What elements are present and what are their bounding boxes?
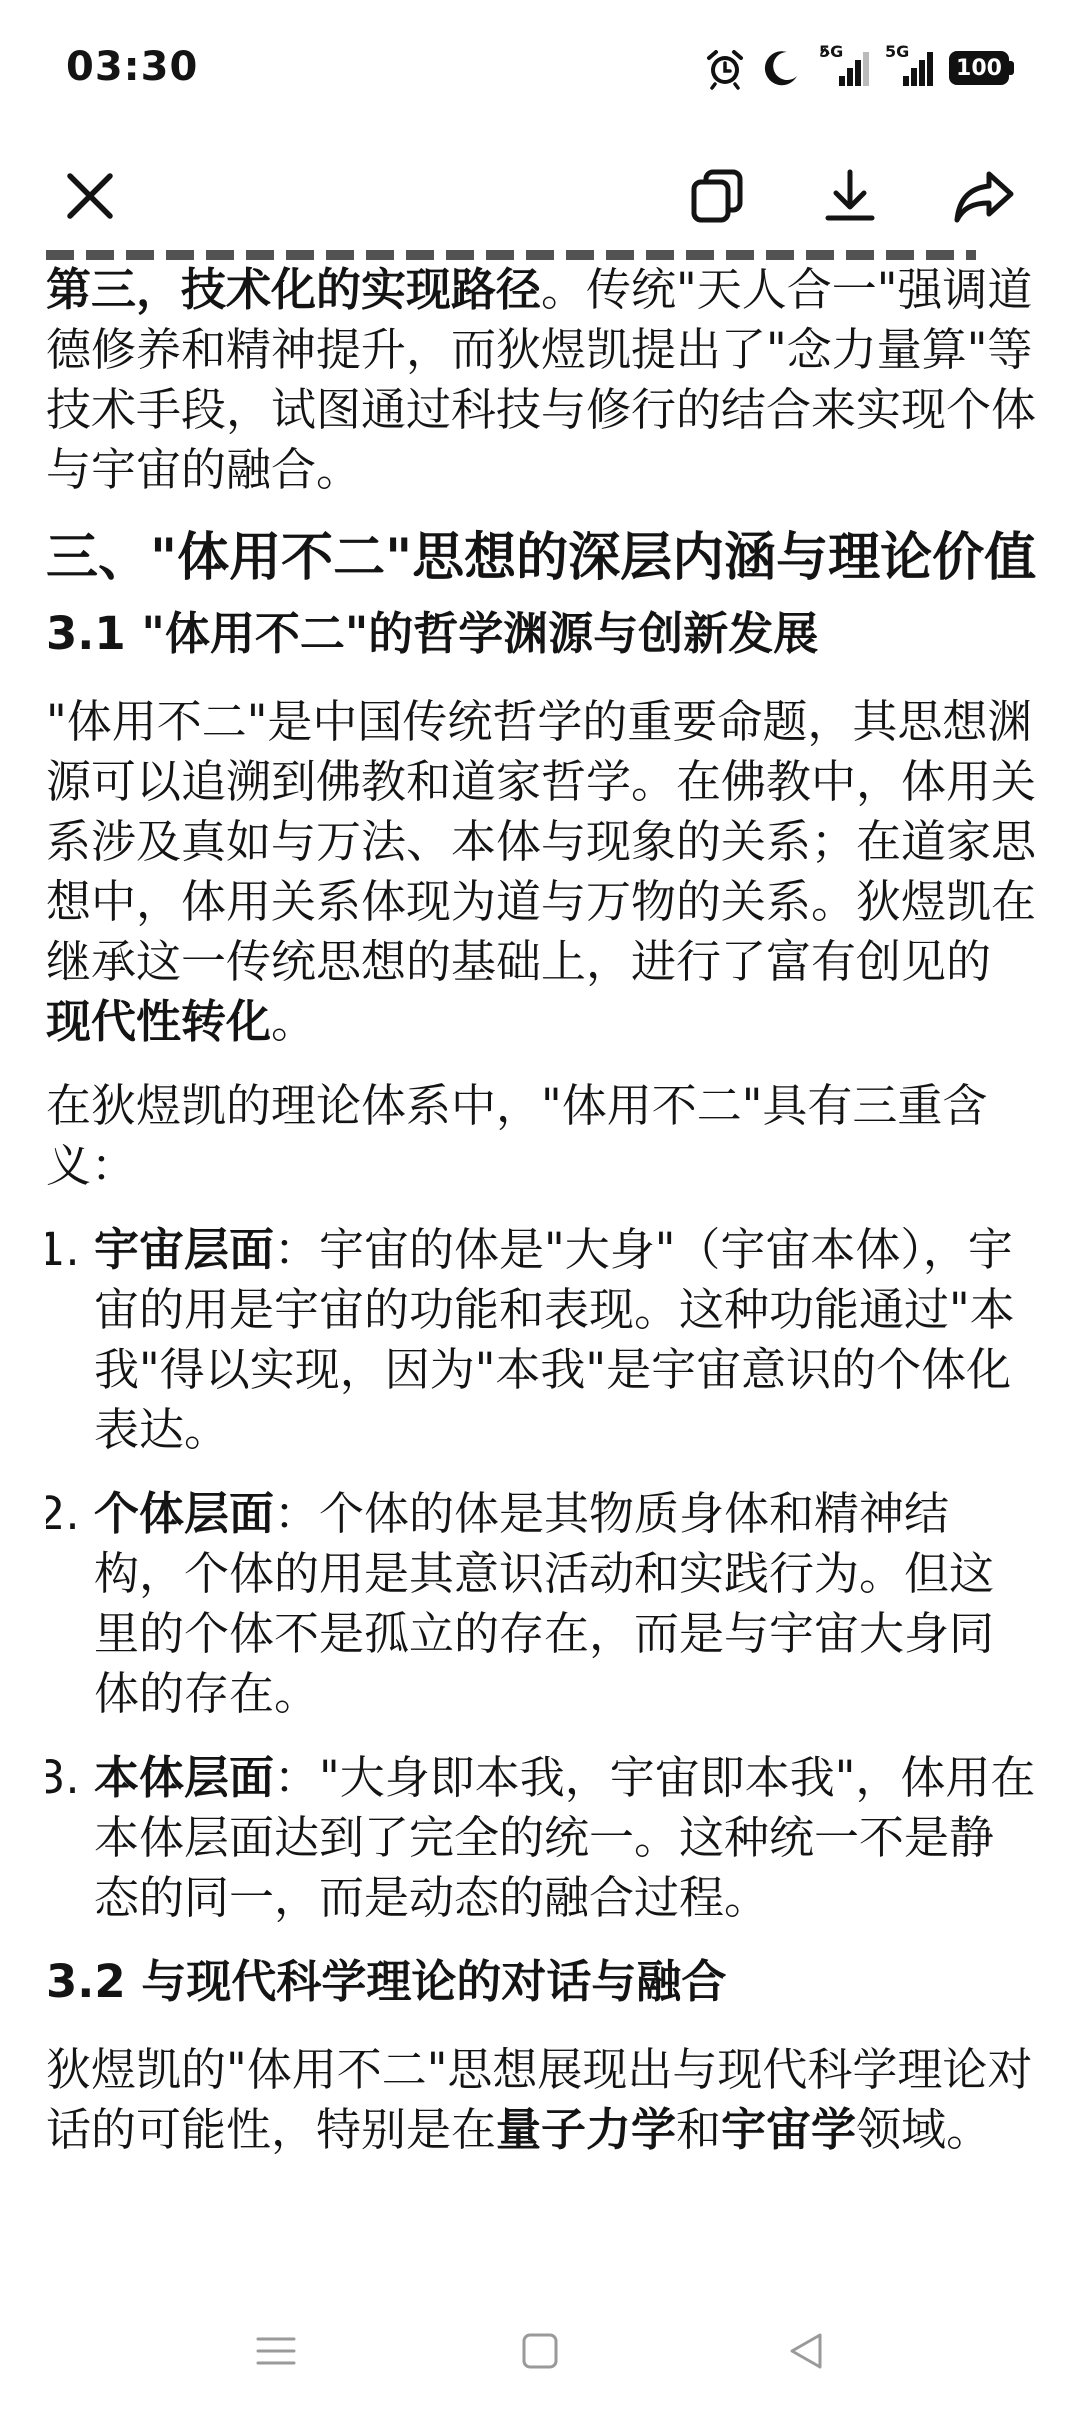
p1-bold: 现代性转化 [46,995,272,1048]
back-button[interactable] [766,2316,846,2386]
battery-level: 100 [949,51,1009,85]
share-icon [953,168,1015,224]
p1-end: 。 [271,995,317,1048]
p3-mid: 和 [676,2103,722,2156]
paragraph-2: 在狄煜凯的理论体系中，"体用不二"具有三重含义： [46,1079,988,1192]
system-nav-bar [0,2290,1080,2412]
recent-apps-button[interactable] [236,2316,316,2386]
copy-button[interactable] [680,158,756,234]
p3-text: 狄煜凯的"体用不二"思想展现出与现代科学理论对话的可能性，特别是在 [46,2043,1033,2156]
list-item-bold: 本体层面 [94,1751,275,1804]
moon-icon [761,48,801,88]
intro-paragraph [46,260,1036,500]
p1-text: "体用不二"是中国传统哲学的重要命题，其思想渊源可以追溯到佛教和道家哲学。在佛教中，体用关系涉及真如与万法、本体与现象的关系；在道家思想中，体用关系体现为道与万物的关系。狄煜凯在继承这一传统思想的基础上，进行了富有创见的 [46,695,1036,988]
download-icon [820,166,880,226]
list-item [94,1484,1036,1724]
close-icon [62,168,118,224]
menu-icon [256,2331,296,2371]
meaning-list [46,1220,1036,1928]
battery-icon [949,51,1014,85]
status-time: 03:30 [66,44,199,90]
paragraph-1 [46,692,1036,1052]
list-item [94,1220,1036,1460]
net-label-2: 5G [885,42,910,61]
home-icon [520,2331,560,2371]
intro-text: 。传统"天人合一"强调道德修养和精神提升，而狄煜凯提出了"念力量算"等技术手段，试图通过科技与修行的结合来实现个体与宇宙的融合。 [46,263,1036,496]
list-item-text: ：宇宙的体是"大身"（宇宙本体），宇宙的用是宇宙的功能和表现。这种功能通过"本我"得以实现，因为"本我"是宇宙意识的个体化表达。 [94,1223,1015,1456]
subsection-3-1-title: 3.1 "体用不二"的哲学渊源与创新发展 [46,607,819,660]
clipped-text-line [46,250,1036,260]
list-item-text: ："大身即本我，宇宙即本我"，体用在本体层面达到了完全的统一。这种统一不是静态的同一，而是动态的融合过程。 [94,1751,1036,1924]
list-item-bold: 宇宙层面 [94,1223,275,1276]
download-button[interactable] [812,158,888,234]
list-item-bold: 个体层面 [94,1487,275,1540]
signal-icon-2 [885,42,935,88]
paragraph-3 [46,2040,1036,2160]
top-toolbar [0,140,1080,250]
status-icons [703,42,1014,94]
back-icon [786,2331,826,2371]
intro-bold: 第三，技术化的实现路径 [46,263,542,316]
signal-icon-1 [815,42,871,88]
article-content [46,250,1036,2265]
share-button[interactable] [946,158,1022,234]
copy-icon [688,166,748,226]
subsection-3-2-title: 3.2 与现代科学理论的对话与融合 [46,1955,727,2008]
list-item-text: ：个体的体是其物质身体和精神结构，个体的用是其意识活动和实践行为。但这里的个体不是孤立的存在，而是与宇宙大身同体的存在。 [94,1487,995,1720]
p3-bold-1: 量子力学 [496,2103,677,2156]
close-button[interactable] [52,158,128,234]
section-3-title: 三、"体用不二"思想的深层内涵与理论价值 [46,528,1036,588]
net-label-1: 5G [819,42,844,61]
list-item [94,1748,1036,1928]
p3-end: 领域。 [856,2103,992,2156]
p3-bold-2: 宇宙学 [721,2103,857,2156]
home-button[interactable] [500,2316,580,2386]
status-bar [0,0,1080,140]
alarm-icon [703,46,747,90]
